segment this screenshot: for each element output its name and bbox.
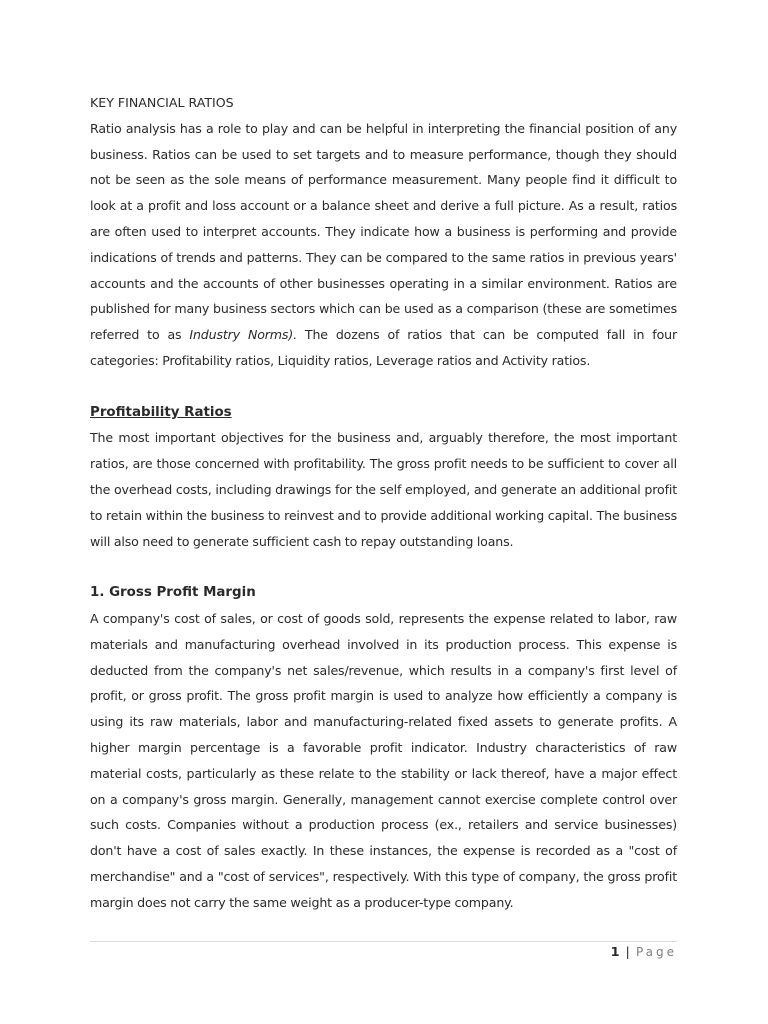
intro-paragraph xyxy=(90,116,677,374)
gross-profit-paragraph: A company's cost of sales, or cost of goods sold, represents the expense related to labor, raw materials and manufacturing overhead involved in its production process. This expense is deducted from the company's net sales/revenue, which results in a company's first level of profit, or gross profit. The gross profit margin is used to analyze how efficiently a company is using its raw materials, labor and manufacturing-related fixed assets to generate profits. A higher margin percentage is a favorable profit indicator. Industry characteristics of raw material costs, particularly as these relate to the stability or lack thereof, have a major effect on a company's gross margin. Generally, management cannot exercise complete control over such costs. Companies without a production process (ex., retailers and service businesses) don't have a cost of sales exactly. In these instances, the expense is recorded as a "cost of merchandise" and a "cost of services", respectively. With this type of company, the gross profit margin does not carry the same weight as a producer-type company. xyxy=(90,610,677,910)
document-body xyxy=(90,90,677,916)
page-label: Page xyxy=(635,945,677,959)
intro-text-part1: Ratio analysis has a role to play and can be helpful in interpreting the financial position of any business. Ratios can be used to set targets and to measure performance, though they should not be seen as the sole means of performance measurement. Many people find it difficult to look at a profit and loss account or a balance sheet and derive a full picture. As a result, ratios are often used to interpret accounts. They indicate how a business is performing and provide indications of trends and patterns. They can be compared to the same ratios in previous years' accounts and the accounts of other businesses operating in a similar environment. Ratios are published for many business sectors which can be used as a comparison (these are sometimes referred to as xyxy=(90,120,677,343)
footer-divider xyxy=(90,941,677,942)
section-heading-profitability: Profitability Ratios xyxy=(90,404,232,420)
section-heading-gross-profit-margin: 1. Gross Profit Margin xyxy=(90,585,256,601)
page-footer xyxy=(611,942,677,963)
profitability-paragraph: The most important objectives for the business and, arguably therefore, the most important ratios, are those concerned with profitability. The gross profit needs to be sufficient to cover all the overhead costs, including drawings for the self employed, and generate an additional profit to retain within the business to reinvest and to provide additional working capital. The business will also need to generate sufficient cash to repay outstanding loans. xyxy=(90,430,677,549)
page-number: 1 xyxy=(610,945,620,960)
document-title: KEY FINANCIAL RATIOS xyxy=(90,95,234,110)
intro-italic-term: Industry Norms). xyxy=(189,327,297,343)
intro-text-part2: The dozens of ratios that can be computed fall in four categories: Profitability ratios, Liquidity ratios, Leverage ratios and Activity ratios. xyxy=(90,327,677,368)
footer-separator: | xyxy=(625,945,630,960)
